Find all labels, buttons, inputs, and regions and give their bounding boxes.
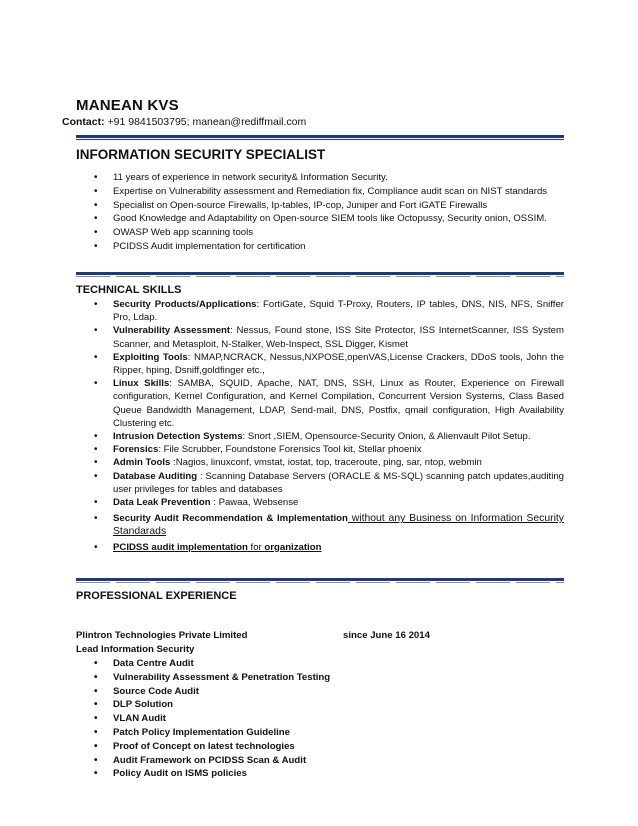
- list-item: • Source Code Audit: [94, 685, 564, 699]
- skills-heading: TECHNICAL SKILLS: [76, 284, 182, 296]
- list-item: • VLAN Audit: [94, 712, 564, 726]
- skill-item: • Linux Skills: SAMBA, SQUID, Apache, NAT, DNS, SSH, Linux as Router, Experience on Firewall configuration, Kernel Configuration, and Kernel Compilation, Concurrent Version Systems, Class Based Queue Bandwidth Management, LDAP, Send-mail, DNS, Postfix, qmail configuration, High Availability Clustering etc.: [94, 377, 564, 430]
- list-item: • Proof of Concept on latest technologies: [94, 740, 564, 754]
- skills-divider: [76, 578, 564, 583]
- skill-item: • Security Audit Recommendation & Implementation without any Business on Information Security Standarads: [94, 512, 564, 538]
- skill-item: • Database Auditing : Scanning Database Servers (ORACLE & MS-SQL) scanning patch updates,auditing user privileges for tables and databases: [94, 470, 564, 496]
- job-role: Lead Information Security: [76, 644, 195, 655]
- experience-list: [94, 657, 564, 781]
- skill-item: • Data Leak Prevention : Pawaa, Websense: [94, 496, 564, 509]
- skill-item: • Admin Tools :Nagios, linuxconf, vmstat, iostat, top, traceroute, ping, sar, ntop, webmin: [94, 456, 564, 469]
- list-item: • Good Knowledge and Adaptability on Open-source SIEM tools like Octopussy, Security onion, OSSIM.: [94, 212, 574, 226]
- list-item: • Policy Audit on ISMS policies: [94, 767, 564, 781]
- list-item: • Audit Framework on PCIDSS Scan & Audit: [94, 754, 564, 768]
- contact-line: [62, 116, 306, 128]
- list-item: • Data Centre Audit: [94, 657, 564, 671]
- contact-label: Contact:: [62, 116, 105, 128]
- list-item: • Vulnerability Assessment & Penetration Testing: [94, 671, 564, 685]
- list-item: • 11 years of experience in network security& Information Security.: [94, 171, 574, 185]
- skill-item: • Forensics: File Scrubber, Foundstone Forensics Tool kit, Stellar phoenix: [94, 443, 564, 456]
- job-title: INFORMATION SECURITY SPECIALIST: [76, 147, 326, 162]
- summary-divider: [76, 272, 564, 277]
- skill-item: • Intrusion Detection Systems: Snort ,SIEM, Opensource-Security Onion, & Alienvault Pilot Setup.: [94, 430, 564, 443]
- list-item: • PCIDSS Audit implementation for certification: [94, 240, 574, 254]
- skills-list: [94, 298, 564, 554]
- list-item: • Specialist on Open-source Firewalls, Ip-tables, IP-cop, Juniper and Fort iGATE Firewalls: [94, 199, 574, 213]
- summary-list: [94, 171, 574, 254]
- list-item: • Expertise on Vulnerability assessment and Remediation fix, Compliance audit scan on NIST standards: [94, 185, 574, 199]
- list-item: • DLP Solution: [94, 698, 564, 712]
- experience-heading: PROFESSIONAL EXPERIENCE: [76, 590, 237, 602]
- skill-item: • PCIDSS audit implementation for organization: [94, 541, 564, 554]
- header-divider: [76, 135, 564, 140]
- employment-date: since June 16 2014: [343, 630, 430, 641]
- contact-value: +91 9841503795; manean@rediffmail.com: [104, 116, 307, 128]
- company-name: Plintron Technologies Private Limited: [76, 630, 248, 641]
- skill-item: • Security Products/Applications: FortiGate, Squid T-Proxy, Routers, IP tables, DNS, NIS, NFS, Sniffer Pro, Ldap.: [94, 298, 564, 324]
- candidate-name: MANEAN KVS: [76, 97, 179, 114]
- skill-item: • Vulnerability Assessment: Nessus, Found stone, ISS Site Protector, ISS InternetScanner, ISS System Scanner, and Metasploit, N-Stalker, Web-Inspect, SSL Digger, Kismet: [94, 324, 564, 350]
- list-item: • Patch Policy Implementation Guideline: [94, 726, 564, 740]
- list-item: • OWASP Web app scanning tools: [94, 226, 574, 240]
- skill-item: • Exploiting Tools: NMAP,NCRACK, Nessus,NXPOSE,openVAS,License Crackers, DDoS tools, John the Ripper, hping, Dsniff,goldfinger etc.,: [94, 351, 564, 377]
